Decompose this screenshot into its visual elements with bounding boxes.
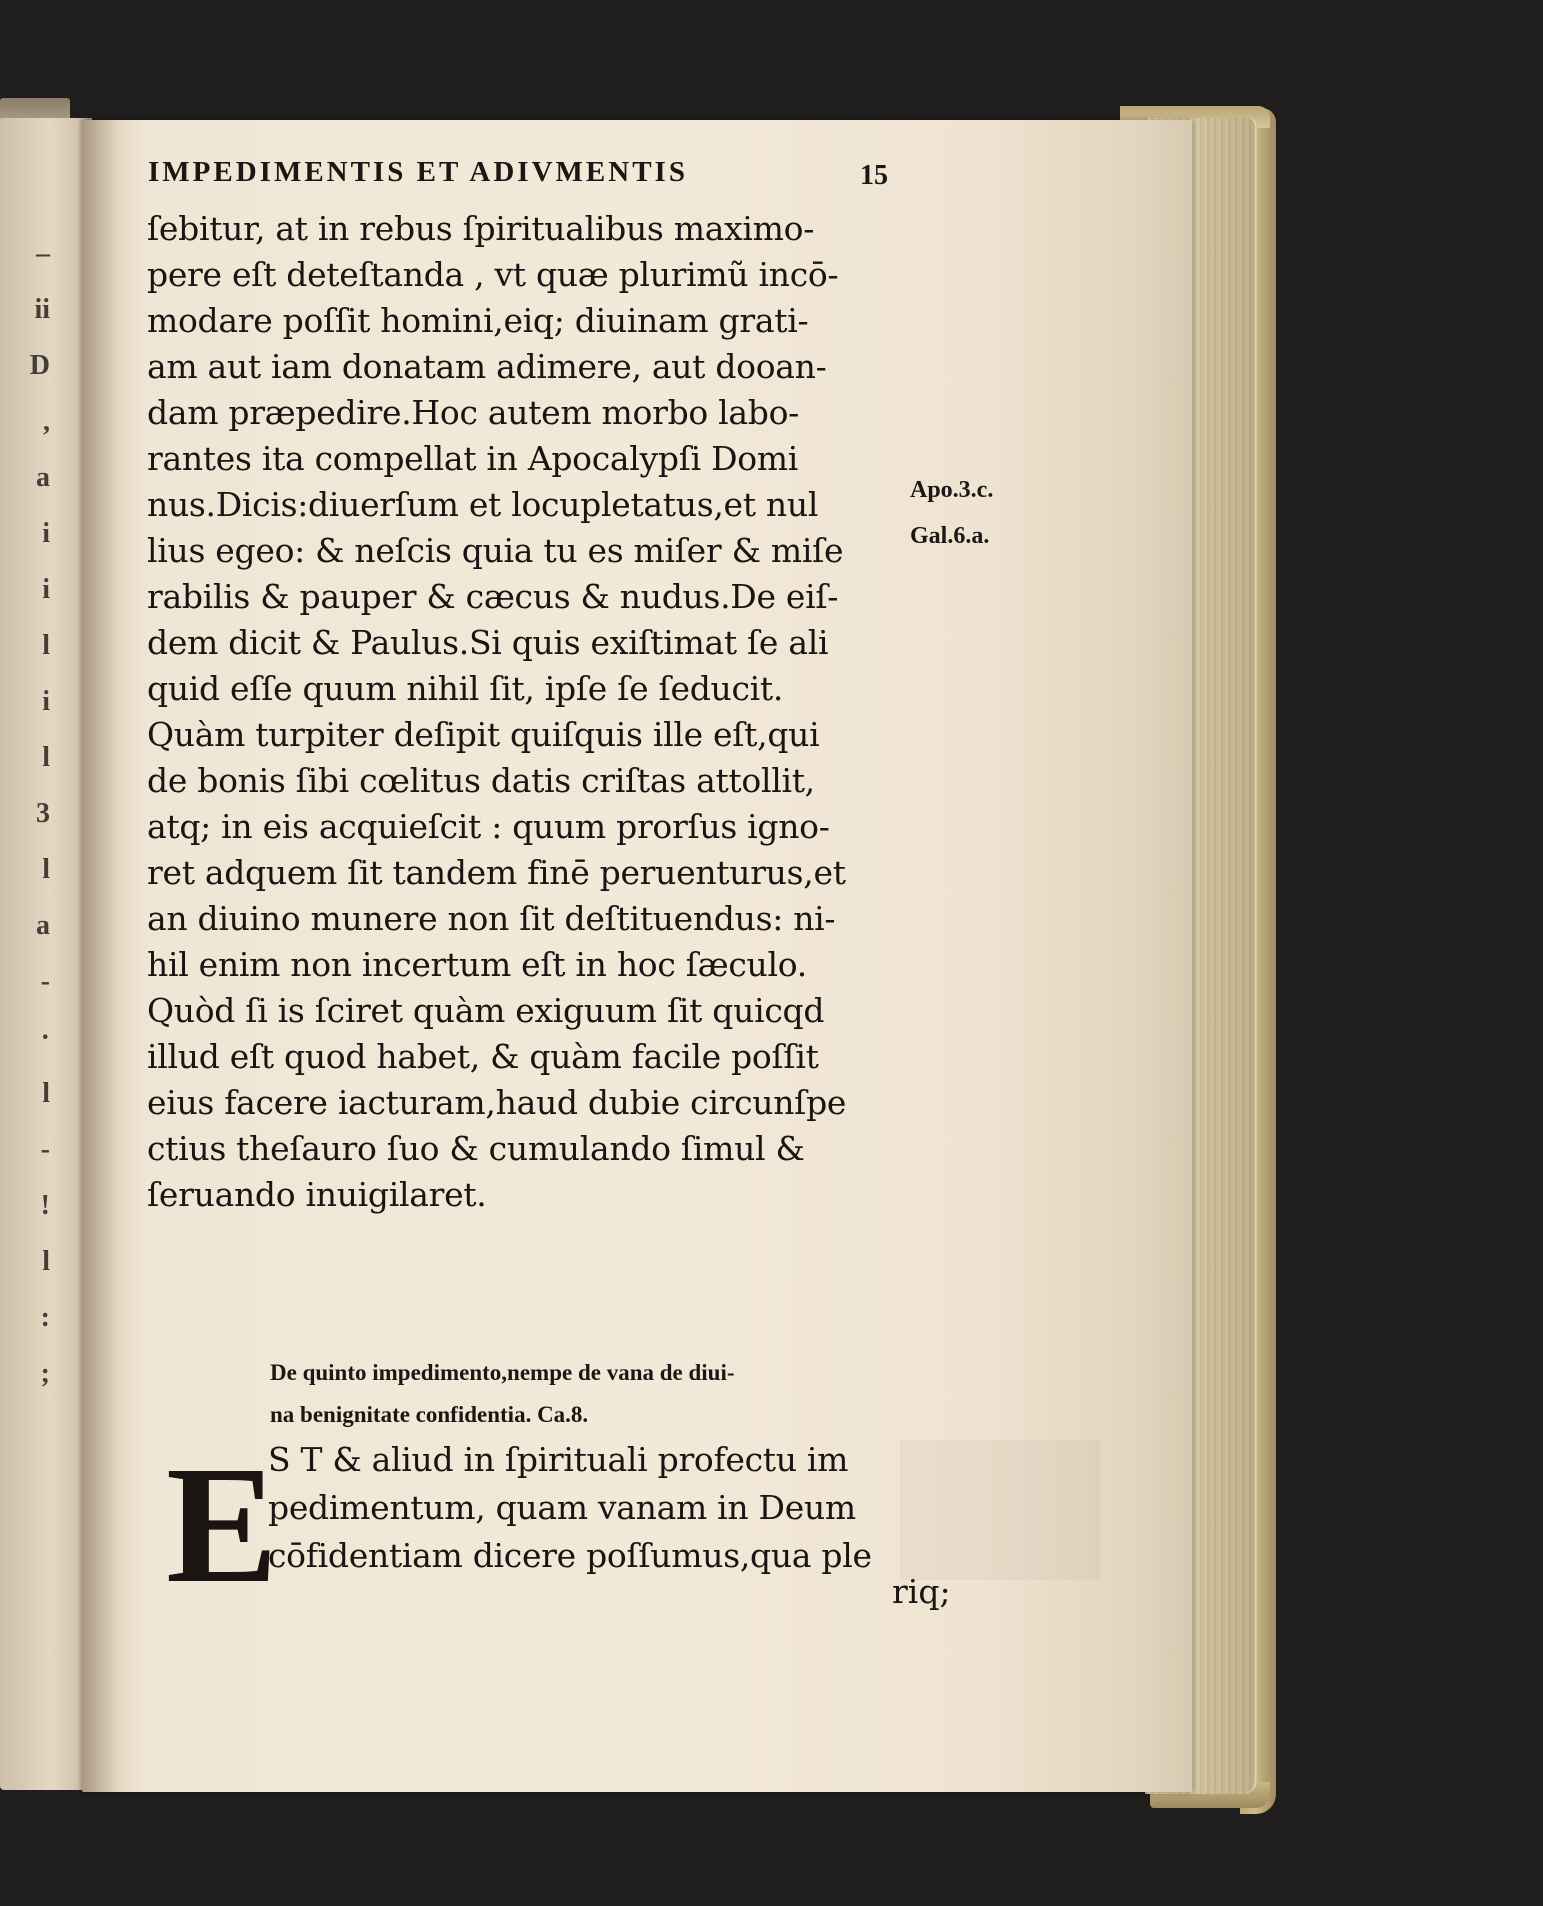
previous-page-fragment: , [43,406,50,437]
text-line: ctius theſauro ſuo & cumulando ſimul & [147,1129,805,1168]
previous-page-fragment: 3 [36,798,50,829]
text-line: dam præpedire.Hoc autem morbo labo- [147,393,800,432]
body-text [147,206,947,1218]
text-line: ſebitur, at in rebus ſpiritualibus maximo- [147,209,815,248]
chapter-text-line: S T & aliud in ſpirituali profectu im [268,1440,849,1479]
text-line: an diuino munere non ſit deſtituendus: ni- [147,899,836,938]
text-line: modare poſſit homini,eiq; diuinam grati- [147,301,809,340]
margin-notes [910,467,1050,559]
previous-page-fragment: l [42,854,50,885]
previous-page-fragment: - [40,966,50,997]
chapter-heading [270,1352,970,1436]
margin-note: Gal.6.a. [910,523,990,549]
drop-cap-initial: E [166,1432,279,1618]
chapter-heading-line: na benignitate confidentia. Ca.8. [270,1402,589,1427]
previous-page-fragment: D [29,350,50,381]
text-line: pere eſt deteſtanda , vt quæ plurimũ incō- [147,255,839,294]
catchword: riq; [892,1572,951,1611]
text-line: quid eſſe quum nihil ſit, ipſe ſe ſeducit. [147,669,784,708]
text-line: lius egeo: & neſcis quia tu es miſer & miſe [147,531,844,570]
previous-page-fragment: · [40,1022,50,1053]
page-number: 15 [860,160,888,191]
text-line: eius facere iacturam,haud dubie circunſpe [147,1083,847,1122]
previous-page-fragment: l [42,742,50,773]
previous-page-fragment: a [36,910,50,941]
previous-page-fragment: : [40,1302,50,1333]
previous-page-fragment: i [42,574,50,605]
text-line: illud eſt quod habet, & quàm facile poſſit [147,1037,819,1076]
text-line: ſeruando inuigilaret. [147,1175,487,1214]
previous-page-fragment: i [42,686,50,717]
previous-page-fragment: l [42,1246,50,1277]
chapter-heading-line: De quinto impedimento,nempe de vana de diui- [270,1360,735,1385]
previous-page-fragment: ! [40,1190,50,1221]
previous-page-fragment: i [42,518,50,549]
text-line: am aut iam donatam adimere, aut dooan- [147,347,827,386]
text-line: rantes ita compellat in Apocalypſi Domi [147,439,799,478]
previous-page-text-fragments [2,226,50,1389]
text-line: hil enim non incertum eſt in hoc ſæculo. [147,945,807,984]
text-line: nus.Dicis:diuerſum et locupletatus,et nul [147,485,819,524]
previous-page-fragment: l [42,1078,50,1109]
text-line: Quòd ſi is ſciret quàm exiguum ſit quicqd [147,991,825,1030]
text-line: Quàm turpiter deſipit quiſquis ille eſt,qui [147,715,820,754]
previous-page-fragment: - [40,1134,50,1165]
chapter-text-line: pedimentum, quam vanam in Deum [268,1488,856,1527]
previous-page-fragment: l [42,630,50,661]
margin-note: Apo.3.c. [910,477,994,503]
previous-page-fragment: ii [34,294,50,325]
running-head: IMPEDIMENTIS ET ADIVMENTIS [148,156,688,188]
previous-page-fragment: ; [40,1358,50,1389]
chapter-opening-text [268,1436,968,1580]
chapter-text-line: cōfidentiam dicere poſſumus,qua ple [268,1536,872,1575]
previous-page-fragment: – [36,238,50,269]
text-line: rabilis & pauper & cæcus & nudus.De eiſ- [147,577,839,616]
previous-page-fragment: a [36,462,50,493]
gutter-shadow [82,120,120,1792]
text-line: dem dicit & Paulus.Si quis exiſtimat ſe ali [147,623,829,662]
text-line: de bonis ſibi cœlitus datis criſtas attollit, [147,761,815,800]
text-line: ret adquem ſit tandem finē peruenturus,et [147,853,846,892]
text-line: atq; in eis acquieſcit : quum prorſus igno- [147,807,830,846]
